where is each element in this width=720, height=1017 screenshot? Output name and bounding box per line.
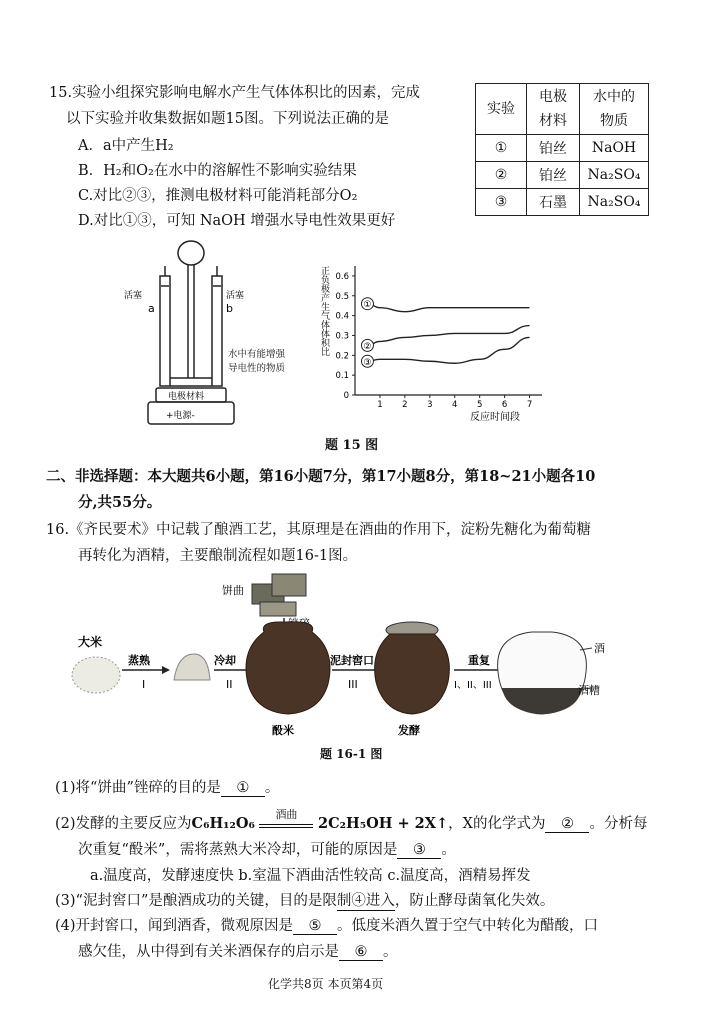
- electrolysis-apparatus-diagram: [118, 238, 258, 434]
- series-line-3: [367, 337, 529, 363]
- equation-left: C₆H₁₂O₆: [191, 815, 255, 832]
- q16-part2-options: a.温度高，发酵速度快 b.室温下酒曲活性较高 c.温度高，酒精易挥发: [90, 868, 531, 884]
- label-tube-b: b: [226, 302, 233, 315]
- q15-stem-line1: 15.实验小组探究影响电解水产生气体体积比的因素，完成: [49, 85, 421, 101]
- label-power: +电源-: [166, 411, 195, 421]
- q16-part2-line2: 次重复“酘米”，需将蒸熟大米冷却，可能的原因是 ③ 。: [78, 842, 456, 858]
- steamed-rice-image: [174, 654, 210, 680]
- q15-option-d: D.对比①③，可知 NaOH 增强水导电性效果更好: [78, 213, 396, 229]
- y-tick-label: 0.4: [335, 311, 349, 322]
- q16-part2-line1: (2)发酵的主要反应为C₆H₁₂O₆ 酒曲 2C₂H₅OH + 2X↑，X的化学式为 ② 。分析每: [55, 808, 648, 832]
- wine-jar-image: [498, 632, 587, 714]
- q15-stem-line2: 以下实验并收集数据如题15图。下列说法正确的是: [66, 111, 389, 127]
- svg-text:III: III: [348, 678, 358, 691]
- label-step2: 冷却: [214, 654, 236, 667]
- x-tick-label: 5: [476, 400, 483, 410]
- table-header-experiment: 实验: [476, 84, 527, 135]
- x-tick-label: 1: [377, 400, 383, 410]
- label-step1: 蒸熟: [128, 654, 150, 667]
- equation-condition: 酒曲: [259, 816, 313, 828]
- q15-figure-caption: 题 15 图: [325, 438, 379, 453]
- label-rice: 大米: [78, 635, 103, 649]
- label-stopcock-left: 活塞: [124, 291, 143, 301]
- section2-heading-line1: 二、非选择题：本大题共6小题，第16小题7分，第17小题8分，第18~21小题各10: [46, 468, 596, 485]
- equation-right: 2C₂H₅OH + 2X↑: [318, 815, 449, 832]
- q16-stem-line2: 再转化为酒精，主要酿制流程如题16-1图。: [78, 548, 358, 564]
- bingqu-image: [252, 574, 306, 616]
- q15-option-a: A．a中产生H₂: [78, 138, 174, 154]
- table-row: ① 铂丝 NaOH: [476, 135, 649, 162]
- q15-line-chart: [310, 258, 550, 426]
- y-tick-label: 0.6: [335, 271, 349, 282]
- table-row: ③ 石墨 Na₂SO₄: [476, 189, 649, 216]
- chart-y-label: [319, 266, 330, 356]
- x-tick-label: 7: [526, 400, 533, 410]
- q15-experiment-table: [475, 83, 649, 216]
- label-jar-fajiao: 发酵: [398, 724, 420, 737]
- label-tube-a: a: [148, 302, 155, 315]
- x-tick-label: 6: [501, 400, 508, 410]
- raw-rice-image: [72, 657, 120, 693]
- q16-part4-line1: (4)开封窖口，闻到酒香，微观原因是 ⑤ 。低度米酒久置于空气中转化为醋酸，口: [55, 918, 599, 934]
- y-tick-label: 0: [343, 391, 349, 401]
- jar-fajiao-image: [375, 634, 450, 714]
- blank-3: ③: [397, 842, 441, 859]
- x-tick-label: 2: [402, 400, 408, 410]
- q16-part4-line2: 感欠佳，从中得到有关米酒保存的启示是 ⑥ 。: [78, 944, 398, 960]
- svg-text:I、II、III: I、II、III: [454, 680, 492, 691]
- q16-part1: (1)将“饼曲”锉碎的目的是 ① 。: [55, 780, 280, 796]
- blank-6: ⑥: [339, 944, 383, 961]
- chart-x-label: 反应时间段: [470, 412, 520, 423]
- blank-4: 制④进入: [337, 889, 395, 911]
- label-lees: 酒糟: [578, 684, 600, 697]
- table-header-substance: 水中的 物质: [580, 84, 649, 135]
- blank-1: ①: [221, 780, 265, 797]
- blank-2: ②: [545, 816, 589, 833]
- series-line-1: [367, 304, 529, 312]
- label-electrode: 电极材料: [168, 392, 205, 402]
- series-label-2: ②: [363, 341, 372, 352]
- label-stopcock-right: 活塞: [226, 291, 245, 301]
- page-footer: 化学共8页 本页第4页: [268, 977, 384, 991]
- series-label-3: ③: [363, 357, 372, 368]
- q16-figure-caption: 题 16-1 图: [320, 747, 383, 761]
- table-header-electrode: 电极 材料: [527, 84, 580, 135]
- y-tick-label: 0.5: [335, 291, 349, 302]
- label-step3: 泥封窖口: [330, 654, 374, 667]
- svg-text:I: I: [142, 678, 146, 691]
- series-line-2: [367, 326, 529, 346]
- svg-text:正负极产生气体体积比: 正负极产生气体体积比: [319, 266, 329, 356]
- q16-stem-line1: 16.《齐民要术》中记载了酿酒工艺，其原理是在酒曲的作用下，淀粉先糖化为葡萄糖: [46, 522, 592, 538]
- label-step4: 重复: [468, 654, 490, 667]
- q15-option-b: B．H₂和O₂在水中的溶解性不影响实验结果: [78, 163, 357, 179]
- table-row: ② 铂丝 Na₂SO₄: [476, 162, 649, 189]
- y-tick-label: 0.1: [335, 371, 349, 382]
- jar-toumi-image: [246, 622, 330, 714]
- apparatus-side-note: 水中有能增强 导电性的物质: [228, 349, 286, 374]
- label-wine: 酒: [594, 642, 605, 655]
- q16-part3: (3)“泥封窖口”是酿酒成功的关键，目的是限制④进入，防止酵母菌氧化失效。: [55, 889, 554, 911]
- x-tick-label: 3: [427, 400, 433, 410]
- y-tick-label: 0.2: [335, 351, 349, 362]
- label-bingqu: 饼曲: [222, 584, 244, 597]
- blank-5: ⑤: [293, 918, 337, 935]
- series-label-1: ①: [363, 300, 372, 311]
- y-tick-label: 0.3: [335, 331, 349, 342]
- brewing-flow-diagram: [70, 572, 660, 742]
- x-tick-label: 4: [452, 400, 458, 410]
- q15-option-c: C.对比②③，推测电极材料可能消耗部分O₂: [78, 188, 358, 204]
- label-jar-toumi: 酘米: [272, 724, 294, 737]
- section2-heading-line2: 分,共55分。: [78, 494, 162, 511]
- svg-text:II: II: [226, 678, 233, 691]
